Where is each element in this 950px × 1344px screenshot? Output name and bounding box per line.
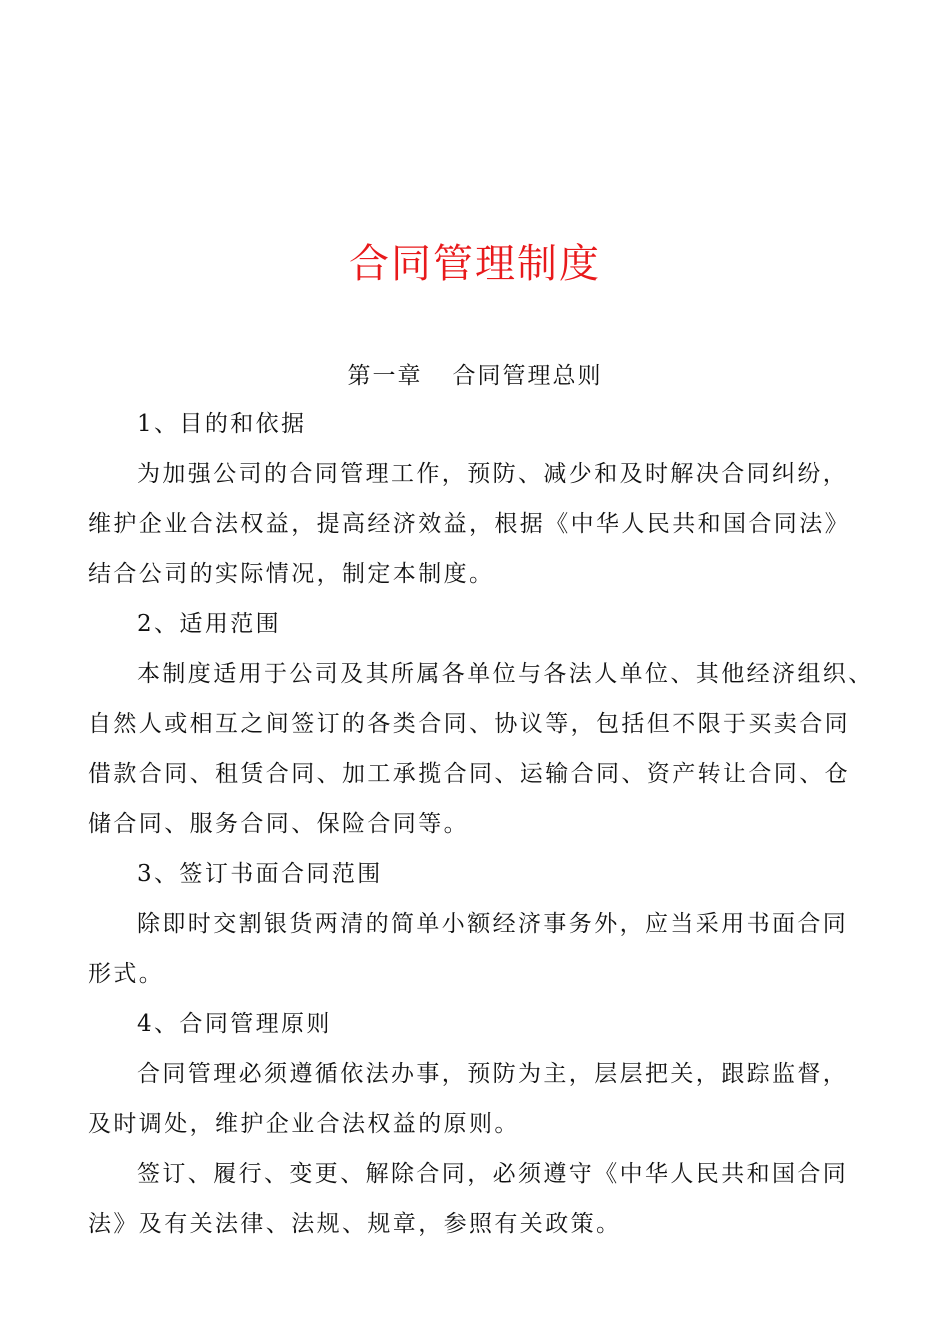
paragraph-line: 为加强公司的合同管理工作，预防、减少和及时解决合同纠纷， — [137, 461, 849, 487]
paragraph-line: 储合同、服务合同、保险合同等。 — [88, 811, 469, 837]
paragraph-line: 法》及有关法律、法规、规章，参照有关政策。 — [88, 1211, 622, 1237]
paragraph-line: 结合公司的实际情况，制定本制度。 — [88, 561, 495, 587]
section-heading-1: 1、目的和依据 — [137, 411, 307, 437]
paragraph-line: 自然人或相互之间签订的各类合同、协议等，包括但不限于买卖合同 — [88, 711, 850, 737]
chapter-number: 第一章 — [347, 363, 423, 389]
paragraph-line: 签订、履行、变更、解除合同，必须遵守《中华人民共和国合同 — [137, 1161, 849, 1187]
document-title: 合同管理制度 — [349, 241, 601, 287]
paragraph-line: 及时调处，维护企业合法权益的原则。 — [88, 1111, 520, 1137]
section-heading-2: 2、适用范围 — [137, 611, 282, 637]
paragraph-line: 借款合同、租赁合同、加工承揽合同、运输合同、资产转让合同、仓 — [88, 761, 850, 787]
chapter-title: 合同管理总则 — [452, 363, 603, 389]
paragraph-line: 本制度适用于公司及其所属各单位与各法人单位、其他经济组织、 — [137, 661, 874, 687]
paragraph-line: 形式。 — [88, 961, 165, 987]
chapter-heading — [0, 360, 950, 392]
paragraph-line: 除即时交割银货两清的简单小额经济事务外，应当采用书面合同 — [137, 911, 849, 937]
paragraph-line: 合同管理必须遵循依法办事，预防为主，层层把关，跟踪监督， — [137, 1061, 849, 1087]
paragraph-line: 维护企业合法权益，提高经济效益，根据《中华人民共和国合同法》 — [88, 511, 850, 537]
section-heading-4: 4、合同管理原则 — [137, 1011, 332, 1037]
section-heading-3: 3、签订书面合同范围 — [137, 861, 383, 887]
